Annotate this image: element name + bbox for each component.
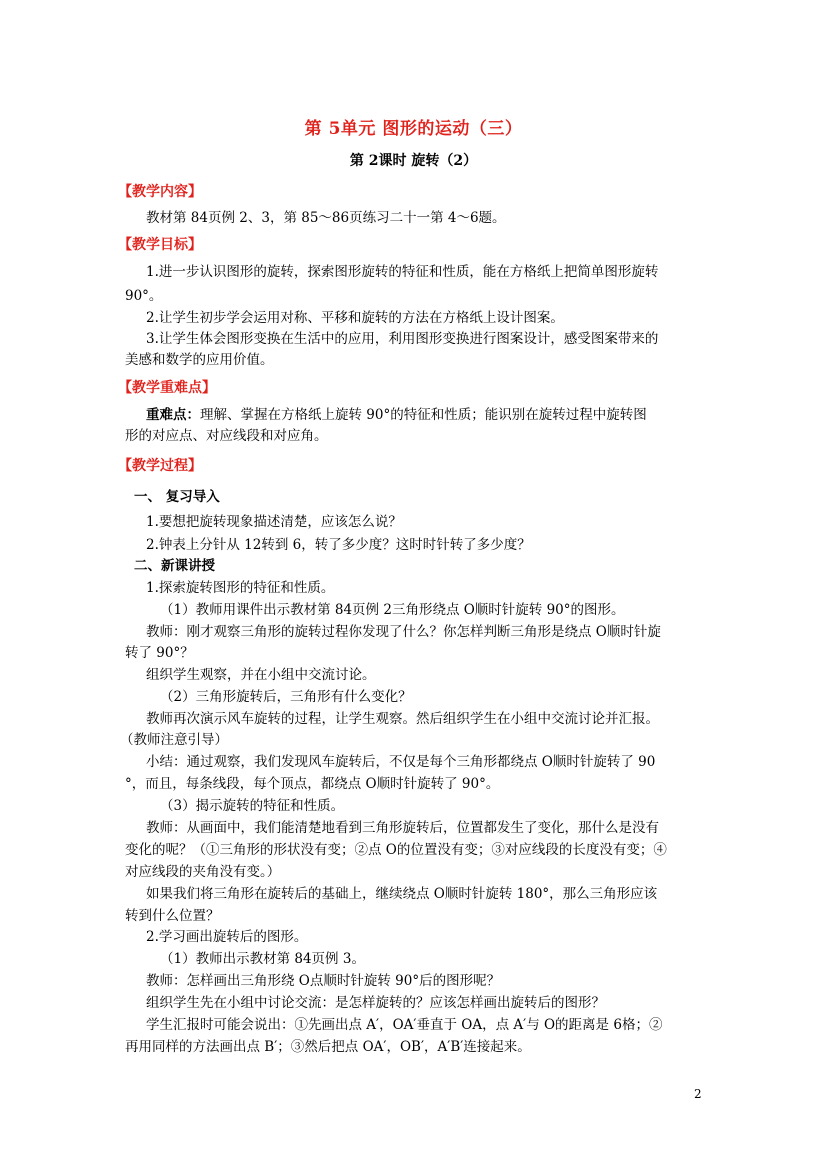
part2-line: 组织学生先在小组中讨论交流：是怎样旋转的？应该怎样画出旋转后的图形？ bbox=[146, 995, 605, 1011]
keypoints-text: 理解、掌握在方格纸上旋转 90°的特征和性质；能识别在旋转过程中旋转图 bbox=[200, 407, 647, 423]
keypoints-line: 形的对应点、对应线段和对应角。 bbox=[125, 428, 328, 444]
section-heading-keypoints: 【教学重难点】 bbox=[118, 380, 216, 396]
lesson-subtitle: 第 2课时 旋转（2） bbox=[349, 153, 478, 169]
content-text: 教材第 84页例 2、3，第 85～86页练习二十一第 4～6题。 bbox=[146, 210, 506, 226]
part2-line: （教师注意引导） bbox=[120, 732, 228, 748]
part2-line: 变化的呢？（①三角形的形状没有变；②点 O的位置没有变；③对应线段的长度没有变；④ bbox=[125, 842, 667, 858]
goal-line: 2.让学生初步学会运用对称、平移和旋转的方法在方格纸上设计图案。 bbox=[146, 310, 564, 326]
part1-heading: 一、 复习导入 bbox=[134, 489, 220, 505]
part2-line: 1.探索旋转图形的特征和性质。 bbox=[146, 580, 335, 596]
part1-line: 2.钟表上分针从 12转到 6，转了多少度？这时时针转了多少度？ bbox=[146, 537, 531, 553]
part2-line: （3）揭示旋转的特征和性质。 bbox=[160, 798, 345, 814]
part1-line: 1.要想把旋转现象描述清楚，应该怎么说？ bbox=[146, 514, 402, 530]
page-title: 第 5单元 图形的运动（三） bbox=[304, 119, 523, 139]
part2-line: 再用同样的方法画出点 B′；③然后把点 OA′，OB′，A′B′连接起来。 bbox=[125, 1039, 531, 1055]
goal-line: 美感和数学的应用价值。 bbox=[125, 352, 274, 368]
part2-line: °，而且，每条线段，每个顶点，都绕点 O顺时针旋转了 90°。 bbox=[125, 776, 500, 792]
section-heading-goals: 【教学目标】 bbox=[118, 237, 202, 253]
section-heading-process: 【教学过程】 bbox=[118, 458, 202, 474]
goal-line: 90°。 bbox=[125, 288, 163, 304]
part2-line: 教师：从画面中，我们能清楚地看到三角形旋转后，位置都发生了变化，那什么是没有 bbox=[146, 820, 659, 836]
part2-line: （1）教师用课件出示教材第 84页例 2三角形绕点 O顺时针旋转 90°的图形。 bbox=[160, 602, 625, 618]
part2-line: 教师再次演示风车旋转的过程，让学生观察。然后组织学生在小组中交流讨论并汇报。 bbox=[146, 711, 659, 727]
part2-line: （2）三角形旋转后，三角形有什么变化？ bbox=[160, 689, 412, 705]
part2-line: 对应线段的夹角没有变。） bbox=[125, 864, 281, 880]
part2-line: （1）教师出示教材第 84页例 3。 bbox=[160, 951, 365, 967]
page-number: 2 bbox=[694, 1087, 702, 1101]
goal-line: 3.让学生体会图形变换在生活中的应用，利用图形变换进行图案设计，感受图案带来的 bbox=[146, 331, 659, 347]
part2-line: 小结：通过观察，我们发现风车旋转后，不仅是每个三角形都绕点 O顺时针旋转了 90 bbox=[146, 754, 656, 770]
part2-heading: 二、新课讲授 bbox=[134, 558, 215, 574]
part2-line: 转到什么位置？ bbox=[125, 908, 220, 924]
section-heading-content: 【教学内容】 bbox=[118, 184, 202, 200]
part2-line: 组织学生观察，并在小组中交流讨论。 bbox=[146, 667, 376, 683]
part2-line: 教师：怎样画出三角形绕 O点顺时针旋转 90°后的图形呢？ bbox=[146, 973, 501, 989]
part2-line: 教师：刚才观察三角形的旋转过程你发现了什么？你怎样判断三角形是绕点 O顺时针旋 bbox=[146, 624, 661, 640]
part2-line: 2.学习画出旋转后的图形。 bbox=[146, 929, 308, 945]
keypoints-line bbox=[146, 405, 647, 425]
part2-line: 如果我们将三角形在旋转后的基础上，继续绕点 O顺时针旋转 180°，那么三角形应该 bbox=[146, 886, 658, 902]
part2-line: 学生汇报时可能会说出：①先画出点 A′，OA′垂直于 OA，点 A′与 O的距离是 6格；② bbox=[146, 1017, 663, 1033]
keypoints-label: 重难点： bbox=[146, 407, 200, 423]
goal-line: 1.进一步认识图形的旋转，探索图形旋转的特征和性质，能在方格纸上把简单图形旋转 bbox=[146, 264, 659, 280]
part2-line: 转了 90°？ bbox=[125, 645, 194, 661]
